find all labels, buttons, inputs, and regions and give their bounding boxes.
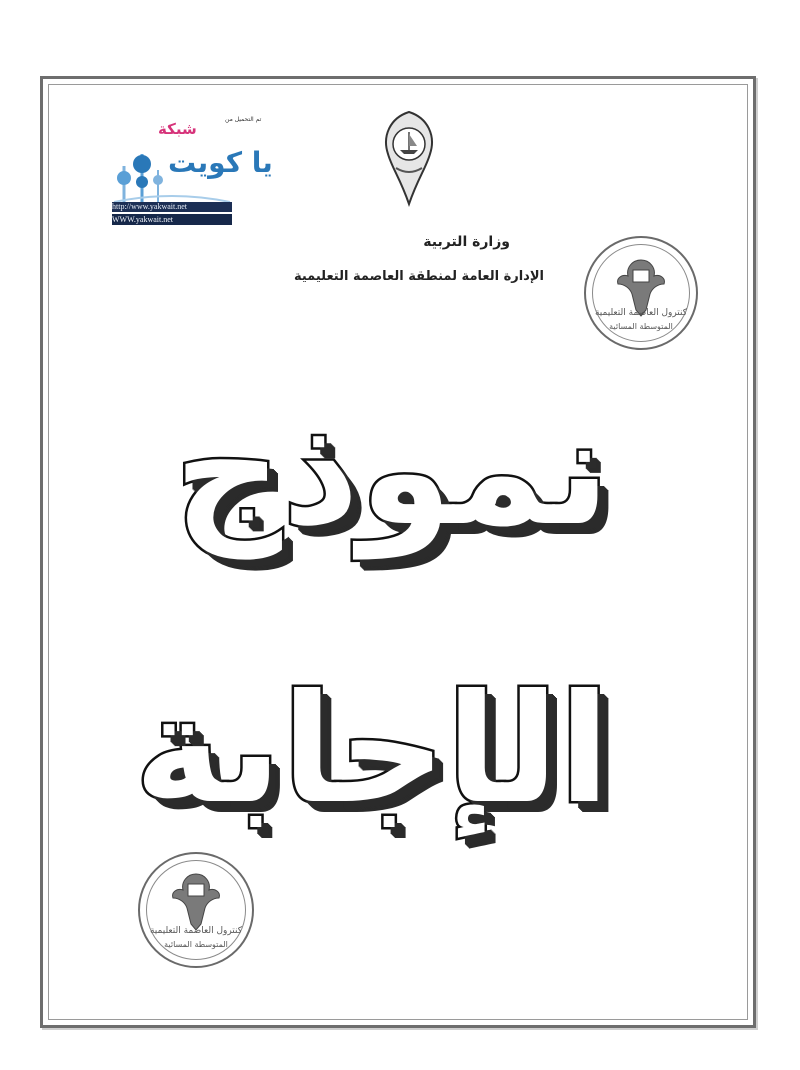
eagle-icon: [586, 238, 696, 348]
logo-network-text: شبكة: [158, 120, 197, 138]
answer-model-title-line2: الإجابة: [134, 663, 610, 837]
stamp-bottom-line1: كنترول العاصمة التعليمية: [149, 926, 243, 936]
answer-model-title-line1: نموذج: [173, 385, 610, 559]
stamp-top-line2: المتوسطة المسائية: [609, 322, 673, 331]
kuwait-emblem-icon: [374, 108, 444, 208]
control-stamp-top: [584, 236, 698, 350]
stamp-bottom-line2: المتوسطة المسائية: [164, 940, 228, 949]
control-stamp-bottom: [138, 852, 254, 968]
ministry-name: وزارة التربية: [423, 234, 510, 250]
logo-url-alt: WWW.yakwait.net: [112, 214, 232, 225]
administration-name: الإدارة العامة لمنطقة العاصمة التعليمية: [293, 269, 544, 284]
logo-url: http://www.yakwait.net: [112, 202, 232, 212]
logo-caption: تم التحميل من: [225, 116, 262, 123]
stamp-top-line1: كنترول العاصمة التعليمية: [594, 308, 688, 318]
logo-brand-text: يا كويت: [168, 146, 273, 179]
eagle-icon: [140, 854, 252, 966]
